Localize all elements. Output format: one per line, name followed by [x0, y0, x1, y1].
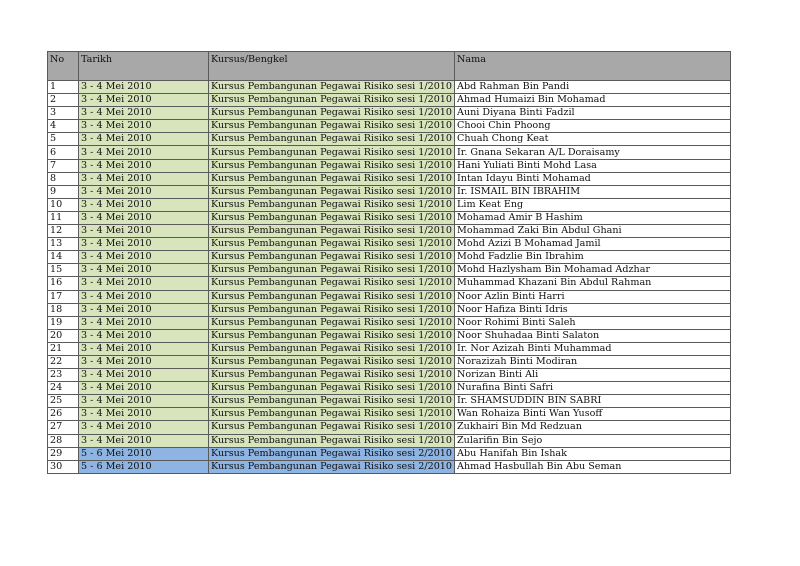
cell-nama[interactable]: Abd Rahman Bin Pandi — [455, 81, 731, 94]
cell-kursus[interactable]: Kursus Pembangunan Pegawai Risiko sesi 1/2010 — [209, 94, 455, 107]
table-row — [48, 94, 731, 107]
table-row — [48, 81, 731, 94]
cell-no[interactable]: 14 — [48, 251, 79, 264]
cell-tarikh[interactable]: 3 - 4 Mei 2010 — [79, 395, 209, 408]
table-row — [48, 172, 731, 185]
table-row — [48, 264, 731, 277]
cell-nama[interactable]: Nurafina Binti Safri — [455, 382, 731, 395]
table-row — [48, 316, 731, 329]
table-row — [48, 133, 731, 146]
cell-kursus[interactable]: Kursus Pembangunan Pegawai Risiko sesi 1/2010 — [209, 238, 455, 251]
table-row — [48, 277, 731, 290]
cell-nama[interactable]: Norazizah Binti Modiran — [455, 355, 731, 368]
cell-nama[interactable]: Noor Azlin Binti Harri — [455, 290, 731, 303]
cell-tarikh[interactable]: 3 - 4 Mei 2010 — [79, 120, 209, 133]
cell-nama[interactable]: Noor Shuhadaa Binti Salaton — [455, 329, 731, 342]
cell-nama[interactable]: Ir. SHAMSUDDIN BIN SABRI — [455, 395, 731, 408]
cell-no[interactable]: 24 — [48, 382, 79, 395]
cell-kursus[interactable]: Kursus Pembangunan Pegawai Risiko sesi 1/2010 — [209, 303, 455, 316]
cell-nama[interactable]: Ir. ISMAIL BIN IBRAHIM — [455, 185, 731, 198]
cell-tarikh[interactable]: 3 - 4 Mei 2010 — [79, 133, 209, 146]
cell-no[interactable]: 23 — [48, 369, 79, 382]
cell-kursus[interactable]: Kursus Pembangunan Pegawai Risiko sesi 1/2010 — [209, 434, 455, 447]
table-row — [48, 303, 731, 316]
cell-nama[interactable]: Hani Yuliati Binti Mohd Lasa — [455, 159, 731, 172]
table-row — [48, 146, 731, 159]
cell-kursus[interactable]: Kursus Pembangunan Pegawai Risiko sesi 1/2010 — [209, 290, 455, 303]
cell-tarikh[interactable]: 3 - 4 Mei 2010 — [79, 342, 209, 355]
cell-no[interactable]: 10 — [48, 198, 79, 211]
table-row — [48, 238, 731, 251]
cell-kursus[interactable]: Kursus Pembangunan Pegawai Risiko sesi 1/2010 — [209, 185, 455, 198]
cell-no[interactable]: 8 — [48, 172, 79, 185]
table-row — [48, 342, 731, 355]
table-row — [48, 382, 731, 395]
cell-kursus[interactable]: Kursus Pembangunan Pegawai Risiko sesi 1/2010 — [209, 225, 455, 238]
cell-tarikh[interactable]: 3 - 4 Mei 2010 — [79, 94, 209, 107]
cell-nama[interactable]: Mohd Hazlysham Bin Mohamad Adzhar — [455, 264, 731, 277]
table-row — [48, 460, 731, 473]
cell-kursus[interactable]: Kursus Pembangunan Pegawai Risiko sesi 2/2010 — [209, 447, 455, 460]
cell-no[interactable]: 30 — [48, 460, 79, 473]
cell-tarikh[interactable]: 3 - 4 Mei 2010 — [79, 172, 209, 185]
cell-nama[interactable]: Zukhairi Bin Md Redzuan — [455, 421, 731, 434]
cell-nama[interactable]: Ahmad Hasbullah Bin Abu Seman — [455, 460, 731, 473]
header-row — [48, 52, 731, 81]
cell-no[interactable]: 13 — [48, 238, 79, 251]
table-row — [48, 159, 731, 172]
table-row — [48, 355, 731, 368]
cell-tarikh[interactable]: 3 - 4 Mei 2010 — [79, 107, 209, 120]
cell-kursus[interactable]: Kursus Pembangunan Pegawai Risiko sesi 1/2010 — [209, 172, 455, 185]
cell-tarikh[interactable]: 3 - 4 Mei 2010 — [79, 198, 209, 211]
cell-tarikh[interactable]: 3 - 4 Mei 2010 — [79, 159, 209, 172]
header-no[interactable]: No — [48, 52, 79, 81]
cell-kursus[interactable]: Kursus Pembangunan Pegawai Risiko sesi 2/2010 — [209, 460, 455, 473]
cell-tarikh[interactable]: 3 - 4 Mei 2010 — [79, 251, 209, 264]
cell-no[interactable]: 20 — [48, 329, 79, 342]
cell-no[interactable]: 26 — [48, 408, 79, 421]
cell-tarikh[interactable]: 3 - 4 Mei 2010 — [79, 185, 209, 198]
cell-tarikh[interactable]: 3 - 4 Mei 2010 — [79, 434, 209, 447]
cell-no[interactable]: 17 — [48, 290, 79, 303]
cell-tarikh[interactable]: 3 - 4 Mei 2010 — [79, 290, 209, 303]
cell-tarikh[interactable]: 5 - 6 Mei 2010 — [79, 460, 209, 473]
cell-kursus[interactable]: Kursus Pembangunan Pegawai Risiko sesi 1/2010 — [209, 355, 455, 368]
cell-nama[interactable]: Ahmad Humaizi Bin Mohamad — [455, 94, 731, 107]
cell-tarikh[interactable]: 3 - 4 Mei 2010 — [79, 225, 209, 238]
cell-no[interactable]: 15 — [48, 264, 79, 277]
cell-nama[interactable]: Ir. Nor Azizah Binti Muhammad — [455, 342, 731, 355]
cell-nama[interactable]: Mohd Azizi B Mohamad Jamil — [455, 238, 731, 251]
cell-kursus[interactable]: Kursus Pembangunan Pegawai Risiko sesi 1/2010 — [209, 316, 455, 329]
cell-tarikh[interactable]: 3 - 4 Mei 2010 — [79, 369, 209, 382]
cell-nama[interactable]: Wan Rohaiza Binti Wan Yusoff — [455, 408, 731, 421]
table-row — [48, 107, 731, 120]
cell-nama[interactable]: Muhammad Khazani Bin Abdul Rahman — [455, 277, 731, 290]
header-nama[interactable]: Nama — [455, 52, 731, 81]
cell-kursus[interactable]: Kursus Pembangunan Pegawai Risiko sesi 1/2010 — [209, 133, 455, 146]
cell-kursus[interactable]: Kursus Pembangunan Pegawai Risiko sesi 1/2010 — [209, 251, 455, 264]
cell-no[interactable]: 3 — [48, 107, 79, 120]
cell-no[interactable]: 25 — [48, 395, 79, 408]
cell-no[interactable]: 12 — [48, 225, 79, 238]
cell-kursus[interactable]: Kursus Pembangunan Pegawai Risiko sesi 1/2010 — [209, 395, 455, 408]
cell-nama[interactable]: Noor Hafiza Binti Idris — [455, 303, 731, 316]
cell-no[interactable]: 22 — [48, 355, 79, 368]
cell-nama[interactable]: Intan Idayu Binti Mohamad — [455, 172, 731, 185]
cell-no[interactable]: 21 — [48, 342, 79, 355]
table-row — [48, 369, 731, 382]
cell-tarikh[interactable]: 3 - 4 Mei 2010 — [79, 355, 209, 368]
cell-tarikh[interactable]: 3 - 4 Mei 2010 — [79, 238, 209, 251]
cell-tarikh[interactable]: 3 - 4 Mei 2010 — [79, 146, 209, 159]
cell-kursus[interactable]: Kursus Pembangunan Pegawai Risiko sesi 1/2010 — [209, 329, 455, 342]
table-row — [48, 251, 731, 264]
cell-kursus[interactable]: Kursus Pembangunan Pegawai Risiko sesi 1/2010 — [209, 211, 455, 224]
cell-no[interactable]: 18 — [48, 303, 79, 316]
cell-kursus[interactable]: Kursus Pembangunan Pegawai Risiko sesi 1/2010 — [209, 146, 455, 159]
cell-no[interactable]: 16 — [48, 277, 79, 290]
cell-no[interactable]: 27 — [48, 421, 79, 434]
cell-nama[interactable]: Zularifin Bin Sejo — [455, 434, 731, 447]
cell-kursus[interactable]: Kursus Pembangunan Pegawai Risiko sesi 1/2010 — [209, 277, 455, 290]
cell-kursus[interactable]: Kursus Pembangunan Pegawai Risiko sesi 1/2010 — [209, 369, 455, 382]
cell-tarikh[interactable]: 3 - 4 Mei 2010 — [79, 81, 209, 94]
cell-nama[interactable]: Noor Rohimi Binti Saleh — [455, 316, 731, 329]
cell-no[interactable]: 4 — [48, 120, 79, 133]
cell-nama[interactable]: Ir. Gnana Sekaran A/L Doraisamy — [455, 146, 731, 159]
cell-kursus[interactable]: Kursus Pembangunan Pegawai Risiko sesi 1/2010 — [209, 408, 455, 421]
table-row — [48, 395, 731, 408]
cell-tarikh[interactable]: 3 - 4 Mei 2010 — [79, 303, 209, 316]
header-kursus[interactable]: Kursus/Bengkel — [209, 52, 455, 81]
participants-table — [47, 51, 731, 474]
table-row — [48, 185, 731, 198]
cell-nama[interactable]: Chuah Chong Keat — [455, 133, 731, 146]
cell-kursus[interactable]: Kursus Pembangunan Pegawai Risiko sesi 1/2010 — [209, 120, 455, 133]
cell-tarikh[interactable]: 3 - 4 Mei 2010 — [79, 329, 209, 342]
cell-nama[interactable]: Auni Diyana Binti Fadzil — [455, 107, 731, 120]
cell-tarikh[interactable]: 3 - 4 Mei 2010 — [79, 421, 209, 434]
cell-no[interactable]: 7 — [48, 159, 79, 172]
cell-no[interactable]: 9 — [48, 185, 79, 198]
cell-no[interactable]: 28 — [48, 434, 79, 447]
cell-nama[interactable]: Mohd Fadzlie Bin Ibrahim — [455, 251, 731, 264]
table-row — [48, 447, 731, 460]
table-row — [48, 421, 731, 434]
cell-tarikh[interactable]: 3 - 4 Mei 2010 — [79, 408, 209, 421]
table-row — [48, 290, 731, 303]
cell-kursus[interactable]: Kursus Pembangunan Pegawai Risiko sesi 1/2010 — [209, 159, 455, 172]
cell-nama[interactable]: Norizan Binti Ali — [455, 369, 731, 382]
cell-nama[interactable]: Mohammad Zaki Bin Abdul Ghani — [455, 225, 731, 238]
table-row — [48, 198, 731, 211]
cell-kursus[interactable]: Kursus Pembangunan Pegawai Risiko sesi 1/2010 — [209, 198, 455, 211]
cell-tarikh[interactable]: 3 - 4 Mei 2010 — [79, 382, 209, 395]
cell-tarikh[interactable]: 3 - 4 Mei 2010 — [79, 264, 209, 277]
cell-tarikh[interactable]: 3 - 4 Mei 2010 — [79, 277, 209, 290]
cell-kursus[interactable]: Kursus Pembangunan Pegawai Risiko sesi 1/2010 — [209, 421, 455, 434]
cell-nama[interactable]: Mohamad Amir B Hashim — [455, 211, 731, 224]
cell-nama[interactable]: Abu Hanifah Bin Ishak — [455, 447, 731, 460]
cell-kursus[interactable]: Kursus Pembangunan Pegawai Risiko sesi 1/2010 — [209, 264, 455, 277]
cell-no[interactable]: 29 — [48, 447, 79, 460]
table-row — [48, 408, 731, 421]
header-tarikh[interactable]: Tarikh — [79, 52, 209, 81]
cell-kursus[interactable]: Kursus Pembangunan Pegawai Risiko sesi 1/2010 — [209, 81, 455, 94]
cell-kursus[interactable]: Kursus Pembangunan Pegawai Risiko sesi 1/2010 — [209, 342, 455, 355]
cell-no[interactable]: 19 — [48, 316, 79, 329]
table-row — [48, 434, 731, 447]
cell-no[interactable]: 6 — [48, 146, 79, 159]
cell-no[interactable]: 5 — [48, 133, 79, 146]
cell-kursus[interactable]: Kursus Pembangunan Pegawai Risiko sesi 1/2010 — [209, 107, 455, 120]
table-row — [48, 329, 731, 342]
cell-no[interactable]: 2 — [48, 94, 79, 107]
cell-nama[interactable]: Lim Keat Eng — [455, 198, 731, 211]
table-row — [48, 211, 731, 224]
cell-tarikh[interactable]: 5 - 6 Mei 2010 — [79, 447, 209, 460]
cell-nama[interactable]: Chooi Chin Phoong — [455, 120, 731, 133]
cell-tarikh[interactable]: 3 - 4 Mei 2010 — [79, 211, 209, 224]
cell-kursus[interactable]: Kursus Pembangunan Pegawai Risiko sesi 1/2010 — [209, 382, 455, 395]
table-row — [48, 120, 731, 133]
cell-no[interactable]: 1 — [48, 81, 79, 94]
table-row — [48, 225, 731, 238]
cell-no[interactable]: 11 — [48, 211, 79, 224]
cell-tarikh[interactable]: 3 - 4 Mei 2010 — [79, 316, 209, 329]
